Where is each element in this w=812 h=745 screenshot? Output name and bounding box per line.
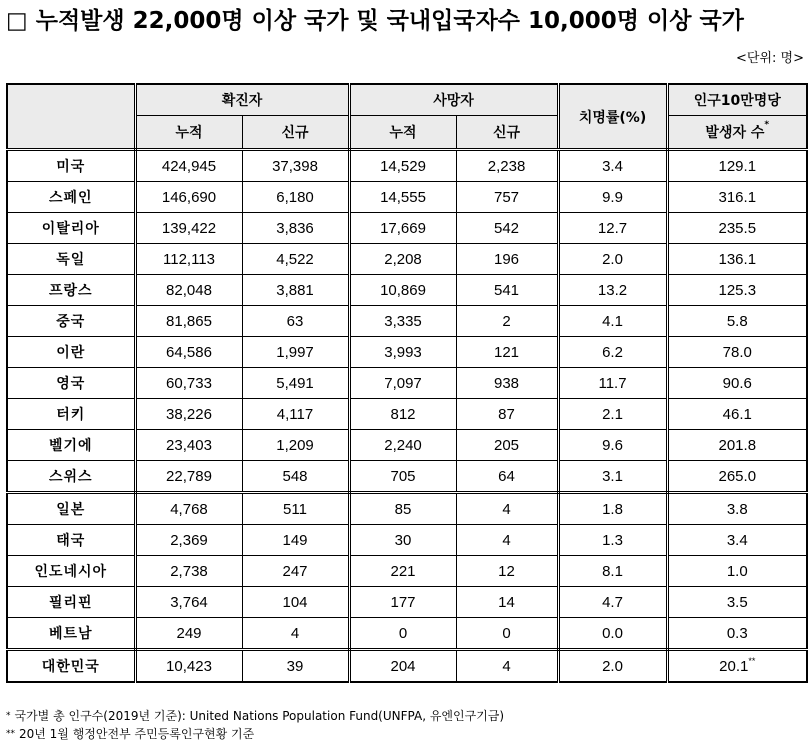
cell-confirmed-new [242,618,349,650]
cell-country-value: 일본 [56,502,86,518]
cell-deaths-new-value: 205 [494,436,520,454]
cell-deaths-new [456,150,558,182]
cell-per100k-value: 136.1 [718,250,757,268]
cell-country-value: 독일 [56,252,86,268]
cell-confirmed-new-value: 6,180 [276,188,314,206]
cell-confirmed-cumulative [135,525,242,556]
cell-deaths-new [456,650,558,683]
cell-per100k [667,618,807,650]
cell-deaths-new-value: 2,238 [487,157,526,175]
cell-deaths-cumulative [349,182,456,213]
cell-country-value: 영국 [56,376,86,392]
cell-per100k [667,182,807,213]
cell-per100k [667,461,807,493]
cell-country-value: 대한민국 [41,659,100,675]
cell-deaths-cumulative-value: 7,097 [384,374,422,392]
cell-country-value: 이탈리아 [41,221,100,237]
header-per100k-line2 [667,116,807,150]
cell-cfr-value: 4.7 [602,593,623,611]
unit-label: <단위: 명> [736,51,804,66]
table-row [7,556,807,587]
header-confirmed-new: 신규 [242,116,349,150]
cell-confirmed-cumulative [135,275,242,306]
cell-cfr-value: 0.0 [602,624,623,642]
cell-deaths-new [456,430,558,461]
cell-cfr [558,337,667,368]
cell-deaths-new [456,368,558,399]
table-row [7,461,807,493]
cell-cfr-value: 2.0 [602,657,623,675]
cell-deaths-cumulative-value: 14,555 [380,188,426,206]
cell-cfr-value: 9.6 [602,436,623,454]
cell-deaths-cumulative [349,337,456,368]
cell-deaths-cumulative [349,525,456,556]
cell-cfr [558,182,667,213]
cell-deaths-cumulative-value: 0 [398,624,408,642]
cell-per100k [667,337,807,368]
cell-per100k [667,275,807,306]
cell-deaths-cumulative-value: 3,993 [384,343,422,361]
table-row [7,244,807,275]
cell-per100k [667,650,807,683]
cell-cfr-value: 1.3 [602,531,623,549]
cell-country-value: 벨기에 [48,438,93,454]
cell-confirmed-cumulative [135,337,242,368]
cell-country-value: 터키 [56,407,86,423]
cell-deaths-new-value: 541 [494,281,520,299]
cell-country [7,461,135,493]
covid-stats-table [6,83,808,683]
cell-confirmed-cumulative [135,430,242,461]
cell-deaths-new [456,306,558,337]
cell-cfr [558,399,667,430]
cell-deaths-new-value: 14 [498,593,515,611]
header-row-1 [7,84,807,116]
cell-per100k-value: 235.5 [718,219,757,237]
cell-per100k-value: 316.1 [718,188,757,206]
cell-confirmed-new [242,650,349,683]
cell-country [7,618,135,650]
cell-confirmed-cumulative-value: 139,422 [161,219,217,237]
cell-country [7,337,135,368]
footnote-ref-mark: ** [748,655,756,666]
cell-per100k [667,306,807,337]
cell-per100k-value: 265.0 [718,467,757,485]
header-per100k-mark: * [764,120,770,130]
cell-country-value: 중국 [56,314,86,330]
cell-deaths-cumulative-value: 10,869 [380,281,426,299]
cell-cfr [558,368,667,399]
cell-confirmed-cumulative [135,213,242,244]
cell-deaths-cumulative-value: 17,669 [380,219,426,237]
cell-country-value: 프랑스 [48,283,93,299]
cell-deaths-cumulative [349,150,456,182]
cell-confirmed-cumulative [135,182,242,213]
cell-per100k [667,150,807,182]
cell-deaths-new [456,182,558,213]
cell-country-value: 인도네시아 [34,564,108,580]
cell-deaths-new-value: 12 [498,562,515,580]
cell-per100k-value: 3.5 [726,593,748,611]
cell-deaths-cumulative [349,618,456,650]
cell-confirmed-new [242,244,349,275]
cell-cfr-value: 13.2 [597,281,628,299]
cell-country-value: 태국 [56,533,86,549]
table-body [7,150,807,683]
cell-deaths-new [456,493,558,525]
cell-per100k [667,556,807,587]
cell-deaths-cumulative [349,306,456,337]
cell-country [7,493,135,525]
cell-per100k-value: 3.8 [726,500,748,518]
cell-deaths-new [456,525,558,556]
cell-confirmed-cumulative [135,306,242,337]
header-country-blank [7,84,135,150]
cell-country [7,182,135,213]
cell-confirmed-new-value: 63 [286,312,304,330]
cell-deaths-cumulative-value: 221 [390,562,416,580]
cell-deaths-new-value: 121 [494,343,520,361]
cell-confirmed-new [242,399,349,430]
header-deaths: 사망자 [349,84,558,116]
cell-deaths-new [456,213,558,244]
cell-confirmed-cumulative-value: 112,113 [163,250,215,268]
cell-country-value: 스페인 [48,190,93,206]
table-row [7,525,807,556]
cell-country-value: 미국 [56,159,86,175]
cell-country [7,368,135,399]
cell-confirmed-cumulative-value: 38,226 [166,405,212,423]
cell-cfr-value: 2.0 [602,250,623,268]
cell-per100k [667,213,807,244]
footnote-mark: ** [6,729,15,739]
cell-confirmed-cumulative [135,461,242,493]
cell-cfr-value: 4.1 [602,312,623,330]
cell-confirmed-cumulative [135,493,242,525]
cell-country [7,275,135,306]
cell-per100k [667,493,807,525]
cell-per100k [667,244,807,275]
cell-country [7,525,135,556]
cell-deaths-new-value: 64 [498,467,515,485]
cell-deaths-cumulative-value: 204 [390,657,416,675]
cell-confirmed-new-value: 37,398 [272,157,318,175]
cell-confirmed-cumulative-value: 82,048 [166,281,212,299]
cell-country [7,587,135,618]
cell-confirmed-new [242,368,349,399]
cell-confirmed-new-value: 1,997 [276,343,314,361]
cell-deaths-cumulative [349,650,456,683]
cell-per100k [667,525,807,556]
cell-cfr [558,587,667,618]
cell-cfr [558,275,667,306]
cell-cfr [558,650,667,683]
table-row [7,150,807,182]
cell-confirmed-new-value: 4,117 [276,405,314,423]
cell-per100k-value: 78.0 [722,343,752,361]
cell-confirmed-cumulative-value: 23,403 [166,436,212,454]
footnote-text: 20년 1월 행정안전부 주민등록인구현황 기준 [19,727,255,741]
cell-deaths-cumulative [349,556,456,587]
header-per100k-line1: 인구10만명당 [667,84,807,116]
table-row [7,275,807,306]
footnote-2 [6,725,504,743]
cell-confirmed-cumulative [135,399,242,430]
table-row [7,587,807,618]
cell-deaths-cumulative-value: 14,529 [380,157,426,175]
header-cfr: 치명률(%) [558,84,667,150]
cell-per100k-value: 5.8 [726,312,748,330]
cell-cfr [558,556,667,587]
cell-cfr [558,244,667,275]
cell-confirmed-new [242,430,349,461]
cell-confirmed-new [242,461,349,493]
cell-confirmed-new-value: 149 [282,531,308,549]
cell-confirmed-cumulative-value: 2,738 [170,562,208,580]
cell-confirmed-new-value: 511 [283,500,307,518]
cell-per100k [667,399,807,430]
cell-per100k-value: 125.3 [718,281,757,299]
cell-confirmed-cumulative-value: 10,423 [166,657,212,675]
header-per100k-text: 발생자 수 [705,125,765,141]
cell-deaths-cumulative [349,368,456,399]
cell-cfr [558,213,667,244]
cell-confirmed-new-value: 4,522 [276,250,314,268]
cell-country [7,556,135,587]
header-confirmed: 확진자 [135,84,349,116]
cell-confirmed-cumulative-value: 64,586 [166,343,212,361]
cell-cfr-value: 1.8 [602,500,623,518]
table-row [7,493,807,525]
cell-deaths-cumulative-value: 30 [394,531,412,549]
table-row [7,337,807,368]
cell-confirmed-cumulative [135,556,242,587]
cell-per100k-value: 0.3 [726,624,748,642]
cell-confirmed-cumulative-value: 2,369 [170,531,208,549]
cell-deaths-cumulative [349,587,456,618]
cell-deaths-cumulative [349,244,456,275]
cell-deaths-new-value: 4 [502,500,511,518]
cell-confirmed-cumulative [135,618,242,650]
cell-confirmed-cumulative-value: 424,945 [161,157,217,175]
cell-per100k-value: 46.1 [722,405,752,423]
cell-confirmed-new-value: 3,881 [276,281,314,299]
page-title: □ 누적발생 22,000명 이상 국가 및 국내입국자수 10,000명 이상 국가 [6,8,744,34]
cell-deaths-new [456,618,558,650]
cell-deaths-new-value: 938 [494,374,520,392]
cell-deaths-cumulative-value: 705 [390,467,416,485]
table-row [7,430,807,461]
cell-per100k-value: 201.8 [718,436,757,454]
cell-country [7,213,135,244]
cell-country [7,150,135,182]
cell-cfr [558,525,667,556]
cell-deaths-new [456,244,558,275]
cell-confirmed-new [242,306,349,337]
cell-deaths-new-value: 757 [494,188,520,206]
cell-country [7,244,135,275]
cell-cfr-value: 3.1 [602,467,623,485]
cell-deaths-new-value: 2 [502,312,511,330]
cell-confirmed-new-value: 247 [282,562,308,580]
cell-per100k [667,368,807,399]
header-confirmed-cumulative: 누적 [135,116,242,150]
cell-country-value: 스위스 [48,469,93,485]
cell-confirmed-cumulative [135,150,242,182]
cell-per100k-value: 20.1 [719,657,749,675]
cell-cfr-value: 12.7 [597,219,628,237]
cell-deaths-new [456,337,558,368]
table-row [7,368,807,399]
cell-deaths-cumulative-value: 177 [390,593,416,611]
cell-confirmed-cumulative-value: 249 [176,624,202,642]
cell-confirmed-new-value: 39 [286,657,304,675]
cell-per100k-value: 90.6 [722,374,752,392]
table-row [7,650,807,683]
cell-deaths-cumulative [349,275,456,306]
cell-confirmed-cumulative-value: 22,789 [166,467,212,485]
cell-confirmed-new [242,182,349,213]
cell-deaths-new-value: 4 [502,531,511,549]
cell-confirmed-new-value: 1,209 [276,436,314,454]
cell-per100k [667,430,807,461]
table-row [7,618,807,650]
cell-confirmed-cumulative-value: 4,768 [170,500,208,518]
cell-deaths-new [456,275,558,306]
cell-cfr-value: 2.1 [602,405,623,423]
cell-confirmed-new-value: 3,836 [276,219,314,237]
cell-deaths-new-value: 542 [494,219,520,237]
cell-confirmed-new [242,587,349,618]
header-deaths-new: 신규 [456,116,558,150]
footnote-mark: * [6,711,11,721]
cell-confirmed-cumulative [135,587,242,618]
cell-confirmed-new [242,337,349,368]
cell-confirmed-new-value: 4 [290,624,300,642]
cell-deaths-cumulative [349,399,456,430]
table-row [7,399,807,430]
cell-cfr [558,150,667,182]
cell-per100k-value: 3.4 [726,531,748,549]
cell-confirmed-new [242,275,349,306]
cell-confirmed-cumulative-value: 81,865 [166,312,212,330]
cell-confirmed-cumulative [135,368,242,399]
cell-confirmed-new-value: 548 [282,467,308,485]
cell-cfr-value: 6.2 [602,343,623,361]
cell-per100k-value: 1.0 [726,562,748,580]
cell-cfr-value: 3.4 [602,157,623,175]
cell-country-value: 베트남 [48,626,93,642]
cell-confirmed-cumulative [135,650,242,683]
cell-cfr [558,306,667,337]
cell-confirmed-cumulative [135,244,242,275]
cell-cfr [558,461,667,493]
cell-confirmed-cumulative-value: 60,733 [166,374,212,392]
table-row [7,306,807,337]
cell-confirmed-new [242,525,349,556]
cell-country-value: 필리핀 [48,595,93,611]
cell-deaths-new-value: 0 [502,624,511,642]
cell-deaths-cumulative [349,430,456,461]
cell-confirmed-new [242,213,349,244]
cell-deaths-cumulative [349,461,456,493]
cell-deaths-cumulative-value: 3,335 [384,312,422,330]
cell-deaths-new-value: 87 [498,405,515,423]
cell-country [7,399,135,430]
footnote-1 [6,707,504,725]
cell-deaths-cumulative [349,213,456,244]
cell-confirmed-cumulative-value: 3,764 [170,593,208,611]
cell-country [7,430,135,461]
cell-cfr-value: 8.1 [602,562,623,580]
cell-deaths-new [456,399,558,430]
cell-cfr-value: 9.9 [602,188,623,206]
cell-confirmed-new-value: 5,491 [276,374,314,392]
cell-cfr-value: 11.7 [598,374,627,392]
cell-per100k [667,587,807,618]
cell-deaths-cumulative-value: 2,208 [384,250,422,268]
cell-country-value: 이란 [56,345,86,361]
cell-deaths-cumulative-value: 812 [390,405,416,423]
header-deaths-cumulative: 누적 [349,116,456,150]
cell-country [7,306,135,337]
cell-deaths-new [456,461,558,493]
table-row [7,182,807,213]
cell-deaths-new-value: 4 [502,657,511,675]
cell-cfr [558,493,667,525]
table-row [7,213,807,244]
cell-confirmed-new [242,150,349,182]
cell-deaths-new-value: 196 [494,250,520,268]
cell-country [7,650,135,683]
cell-cfr [558,430,667,461]
cell-confirmed-new [242,493,349,525]
cell-confirmed-new [242,556,349,587]
cell-confirmed-new-value: 104 [282,593,308,611]
cell-deaths-new [456,587,558,618]
footnote-text: 국가별 총 인구수(2019년 기준): United Nations Population Fund(UNFPA, 유엔인구기금) [14,709,505,723]
cell-deaths-cumulative-value: 2,240 [384,436,422,454]
footnotes [6,707,504,743]
cell-cfr [558,618,667,650]
cell-deaths-cumulative [349,493,456,525]
cell-deaths-cumulative-value: 85 [394,500,412,518]
cell-deaths-new [456,556,558,587]
cell-confirmed-cumulative-value: 146,690 [161,188,217,206]
cell-per100k-value: 129.1 [718,157,757,175]
